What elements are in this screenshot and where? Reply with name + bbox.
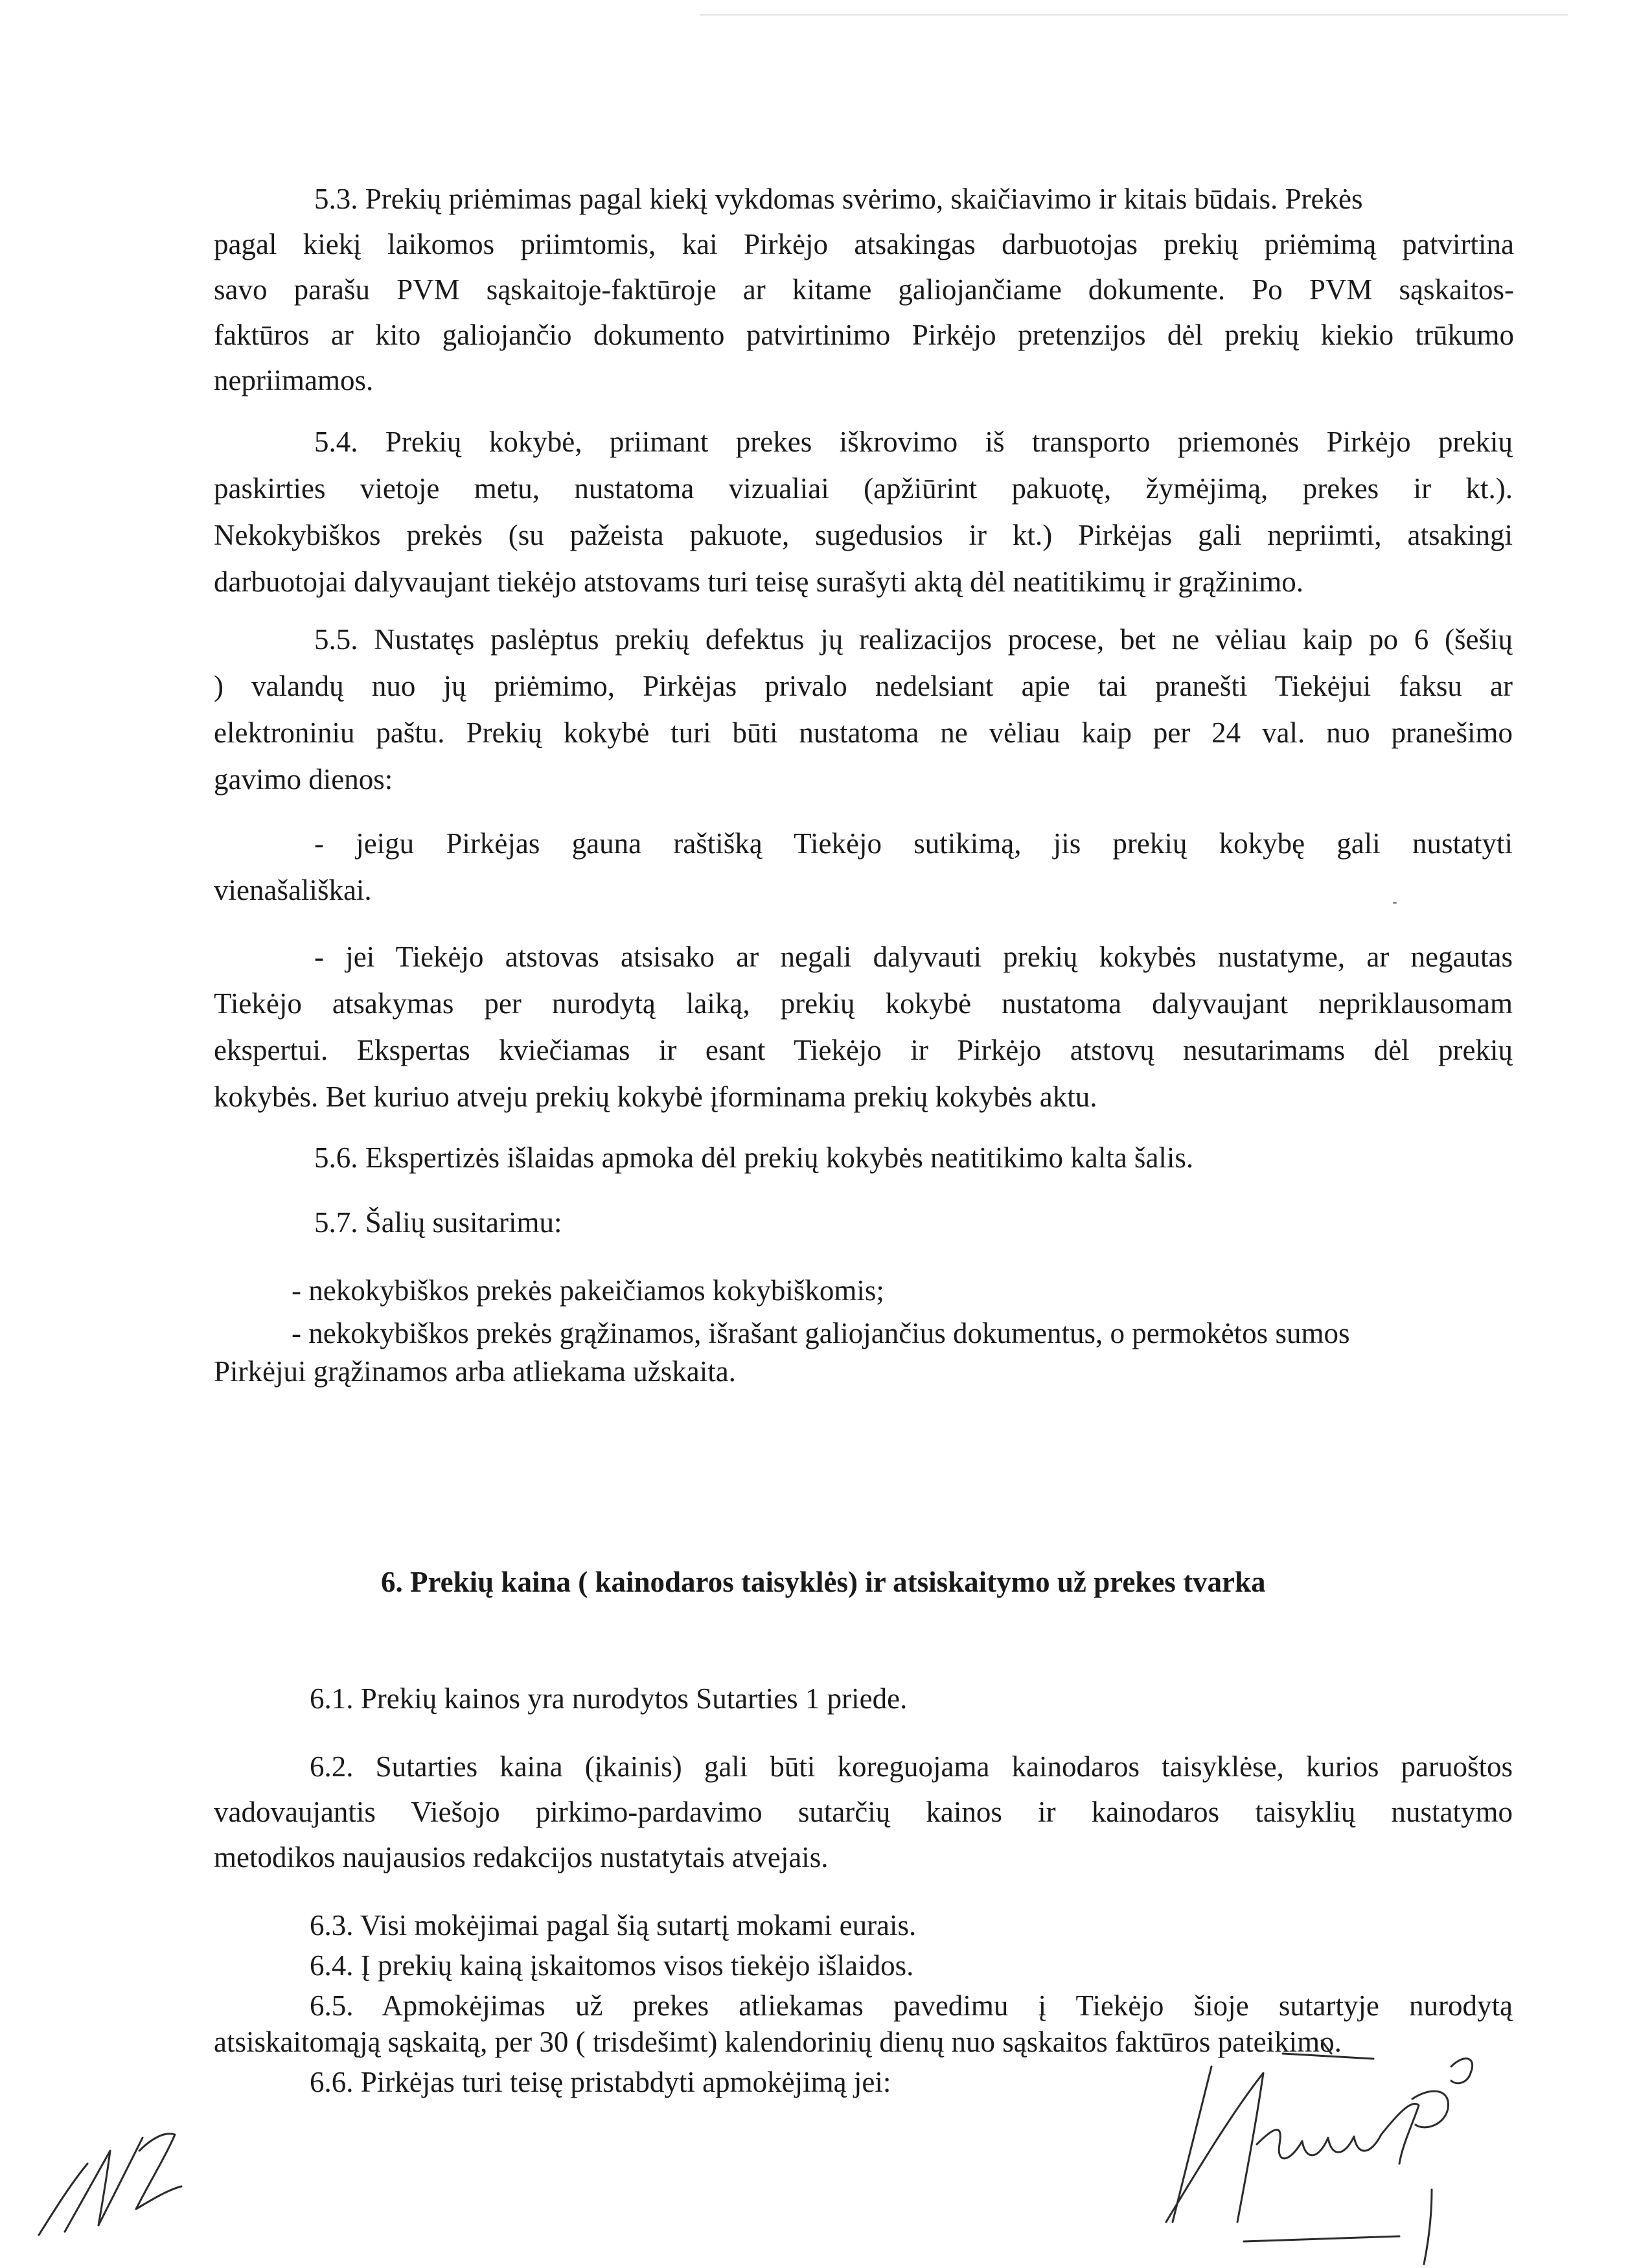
scan-edge [700,14,1568,16]
paragraph-5-3-line-2: pagal kiekį laikomos priimtomis, kai Pirkėjo atsakingas darbuotojas prekių priėmimą patvirtina [214,228,1514,260]
paragraph-5-3-line-1: 5.3. Prekių priėmimas pagal kiekį vykdomas svėrimo, skaičiavimo ir kitais būdais. Prekės [314,183,1363,215]
paragraph-5-4-line-3: Nekokybiškos prekės (su pažeista pakuote, sugedusios ir kt.) Pirkėjas gali nepriimti, atsakingi [214,519,1513,551]
bullet-jei-line-2: Tiekėjo atsakymas per nurodytą laiką, prekių kokybė nustatoma dalyvaujant nepriklausomam [214,987,1513,1020]
paragraph-5-5-line-3: elektroniniu paštu. Prekių kokybė turi būti nustatoma ne vėliau kaip per 24 val. nuo pranešimo [214,716,1513,749]
paragraph-6-6: 6.6. Pirkėjas turi teisę pristabdyti apmokėjimą jei: [310,2066,891,2098]
bullet-jeigu-line-2: vienašališkai. [214,874,372,906]
bullet-jei-line-1: - jei Tiekėjo atstovas atsisako ar negali dalyvauti prekių kokybės nustatyme, ar negautas [314,941,1513,973]
paragraph-5-5-line-1: 5.5. Nustatęs paslėptus prekių defektus jų realizacijos procese, bet ne vėliau kaip po 6 (šešių [314,623,1513,656]
paragraph-5-4-line-4: darbuotojai dalyvaujant tiekėjo atstovams turi teisę surašyti aktą dėl neatitikimų ir grąžinimo. [214,566,1304,598]
paragraph-5-4-line-2: paskirties vietoje metu, nustatoma vizualiai (apžiūrint pakuotę, žymėjimą, prekes ir kt.). [214,472,1513,505]
paragraph-6-5-line-2: atsiskaitomąją sąskaitą, per 30 ( trisdešimt) kalendorinių dienų nuo sąskaitos faktūros pateikimo. [214,2026,1342,2058]
paragraph-6-2-line-3: metodikos naujausios redakcijos nustatytais atvejais. [214,1841,829,1873]
scan-speck [1393,902,1397,904]
list-item-replace: - nekokybiškos prekės pakeičiamos kokybiškomis; [292,1274,884,1307]
paragraph-5-6: 5.6. Ekspertizės išlaidas apmoka dėl prekių kokybės neatitikimo kalta šalis. [314,1141,1194,1174]
paragraph-6-4: 6.4. Į prekių kainą įskaitomos visos tiekėjo išlaidos. [310,1949,914,1982]
paragraph-5-3-line-4: faktūros ar kito galiojančio dokumento patvirtinimo Pirkėjo pretenzijos dėl prekių kiekio trūkumo [214,319,1514,351]
bullet-jei-line-3: ekspertui. Ekspertas kviečiamas ir esant Tiekėjo ir Pirkėjo atstovų nesutarimams dėl prekių [214,1034,1513,1066]
initials-signature [26,2112,194,2241]
paragraph-6-2-line-1: 6.2. Sutarties kaina (įkainis) gali būti koreguojama kainodaros taisyklėse, kurios paruoštos [310,1750,1513,1783]
paragraph-5-5-line-2: ) valandų nuo jų priėmimo, Pirkėjas privalo nedelsiant apie tai pranešti Tiekėjui faksu ar [214,670,1513,702]
paragraph-6-5-line-1: 6.5. Apmokėjimas už prekes atliekamas pavedimu į Tiekėjo šioje sutartyje nurodytą [310,1989,1513,2022]
paragraph-5-3-line-5: nepriimamos. [214,364,374,396]
bullet-jei-line-4: kokybės. Bet kuriuo atveju prekių kokybė įforminama prekių kokybės aktu. [214,1081,1097,1113]
paragraph-6-2-line-2: vadovaujantis Viešojo pirkimo-pardavimo sutarčių kainos ir kainodaros taisyklių nustatymo [214,1796,1513,1828]
list-item-return-line-2: Pirkėjui grąžinamos arba atliekama užskaita. [214,1355,736,1388]
paragraph-5-5-line-4: gavimo dienos: [214,763,393,796]
paragraph-5-3-line-3: savo parašu PVM sąskaitoje-faktūroje ar kitame galiojančiame dokumente. Po PVM sąskaitos- [214,273,1514,306]
list-item-return-line-1: - nekokybiškos prekės grąžinamos, išrašant galiojančius dokumentus, o permokėtos sumos [292,1317,1350,1349]
section-6-heading: 6. Prekių kaina ( kainodaros taisyklės) ir atsiskaitymo už prekes tvarka [381,1566,1266,1598]
bullet-jeigu-line-1: - jeigu Pirkėjas gauna raštišką Tiekėjo sutikimą, jis prekių kokybę gali nustatyti [314,827,1513,860]
paragraph-6-1: 6.1. Prekių kainos yra nurodytos Sutarties 1 priede. [310,1682,908,1715]
paragraph-5-7: 5.7. Šalių susitarimu: [314,1206,562,1239]
handwritten-signature [1127,2028,1516,2268]
paragraph-6-3: 6.3. Visi mokėjimai pagal šią sutartį mokami eurais. [310,1909,917,1942]
paragraph-5-4-line-1: 5.4. Prekių kokybė, priimant prekes iškrovimo iš transporto priemonės Pirkėjo prekių [314,426,1513,458]
